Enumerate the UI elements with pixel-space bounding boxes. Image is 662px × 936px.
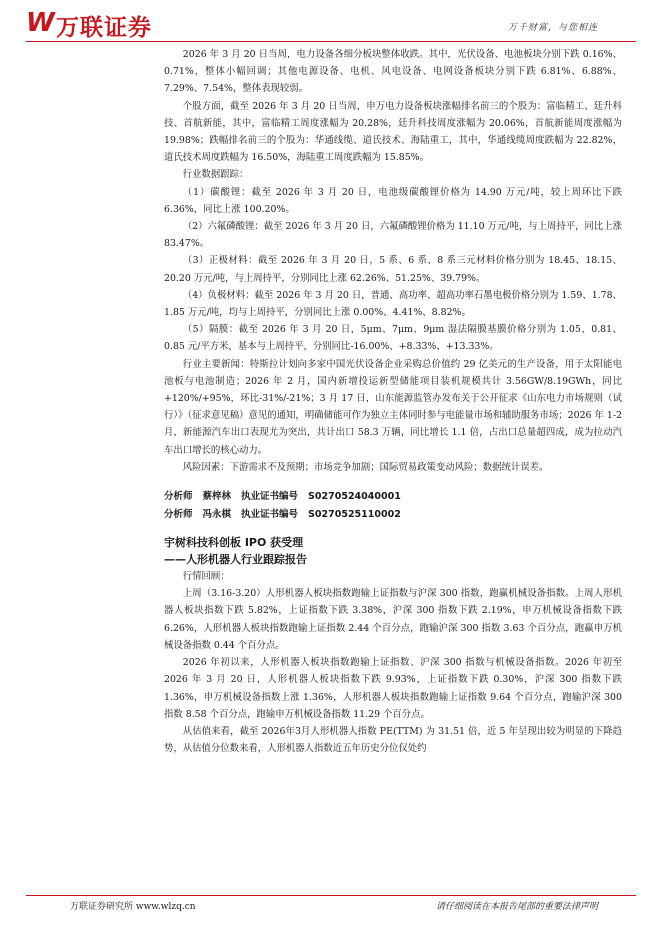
cert-number: S0270524040001 <box>308 491 401 503</box>
slogan: 万千财富，与您相连 <box>507 23 598 33</box>
logo-mark: W <box>26 8 54 38</box>
tracking-item: （2）六氟磷酸锂：截至 2026 年 3 月 20 日，六氟磷酸锂价格为 11.10 万元/吨，与上周持平，同比上涨 83.47%。 <box>164 221 622 250</box>
analyst-block <box>164 488 622 524</box>
cert-label: 执业证书编号 <box>241 509 299 521</box>
logo-text: 万联证券 <box>56 15 152 41</box>
page-header <box>0 0 662 44</box>
section-label: 行情回顾： <box>182 571 230 583</box>
cert-label: 执业证书编号 <box>241 491 299 503</box>
footer-disclaimer: 请仔细阅读在本报告尾部的重要法律声明 <box>435 902 598 912</box>
tracking-item: （4）负极材料：截至 2026 年 3 月 20 日，普通、高功率、超高功率石墨电极价格分别为 1.59、1.78、1.85 万元/吨，均与上周持平，分别同比上涨 0.00%、4.41%、8.82%。 <box>164 289 622 319</box>
tracking-item: （5）隔膜：截至 2026 年 3 月 20 日，5μm、7μm、9μm 湿法隔膜基膜价格分别为 1.05、0.81、0.85 元/平方米，基本与上周持平，分别同比-16.00%、+8.33%、+13.33%。 <box>164 324 622 353</box>
analyst-role: 分析师 <box>164 509 193 521</box>
paragraph: 上周（3.16-3.20）人形机器人板块指数跑输上证指数与沪深 300 指数，跑赢机械设备指数。上周人形机器人板块指数下跌 5.82%，上证指数下跌 3.38%，沪深 300 指数下跌 2.19%，申万机械设备指数下跌 6.26%，人形机器人板块指数跑输上证指数 2.44 个百分点，跑输沪深 300 指数 3.63 个百分点，跑赢申万机械设备指数 0.44 个百分点。 <box>164 588 622 651</box>
footer-divider <box>26 895 636 896</box>
section-title: 宇树科技科创板 IPO 获受理 <box>164 536 304 550</box>
section-subtitle: ——人形机器人行业跟踪报告 <box>164 553 307 567</box>
tracking-item: （3）正极材料：截至 2026 年 3 月 20 日，5 系、6 系、8 系三元材料价格分别为 18.45、18.15、20.20 万元/吨，与上周持平，分别同比上涨 62.26%、51.25%、39.79%。 <box>164 255 622 284</box>
tracking-item: （1）碳酸锂：截至 2026 年 3 月 20 日，电池级碳酸锂价格为 14.90 万元/吨，较上周环比下跌 6.36%，同比上涨 100.20%。 <box>164 186 622 215</box>
header-divider <box>26 41 636 42</box>
analyst-row <box>164 506 622 524</box>
paragraph: 行业主要新闻：特斯拉计划向多家中国光伏设备企业采购总价值约 29 亿美元的生产设备，用于太阳能电池板与电池制造；2026 年 2 月，国内新增投运新型储能项目装机规模共计 3.56GW/8.19GWh，同比+120%/+95%，环比-31%/-21%；3 月 17 日，山东能源监管办发布关于公开征求《山东电力市场规则（试行）》（征求意见稿）意见的通知，明确储能可作为独立主体同时参与电能量市场和辅助服务市场；2026 年 1-2 月，新能源汽车出口表现尤为突出，共计出口 58.3 万辆，同比增长 1.1 倍，占出口总量超四成，成为拉动汽车出口增长的核心动力。 <box>164 358 622 456</box>
paragraph: 风险因素：下游需求不及预期；市场竞争加剧；国际贸易政策变动风险；数据统计误差。 <box>182 461 549 473</box>
paragraph: 行业数据跟踪： <box>182 169 249 181</box>
paragraph: 从估值来看，截至 2026年3月人形机器人指数 PE(TTM) 为 31.51 倍，近 5 年呈现出较为明显的下降趋势，从估值分位数来看，人形机器人指数近五年历史分位仅处约 <box>164 725 622 755</box>
analyst-name: 冯永棋 <box>202 509 232 521</box>
report-body <box>164 46 622 757</box>
analyst-name: 蔡梓林 <box>202 491 232 503</box>
paragraph: 2026 年 3 月 20 日当周，电力设备各细分板块整体收跌。其中，光伏设备、电池板块分别下跌 0.16%、0.71%，整体小幅回调；其他电源设备、电机、风电设备、电网设备板块分别下跌 6.81%、6.88%、7.29%、7.54%，整体表现较弱。 <box>164 49 622 95</box>
paragraph: 2026 年初以来，人形机器人板块指数跑输上证指数、沪深 300 指数与机械设备指数。2026 年初至 2026 年 3 月 20 日，人形机器人板块指数下跌 9.93%，上证指数下跌 0.30%，沪深 300 指数下跌 1.36%，申万机械设备指数上涨 1.36%，人形机器人板块指数跑输上证指数 9.64 个百分点，跑输沪深 300 指数 8.58 个百分点，跑输申万机械设备指数 11.29 个百分点。 <box>164 657 622 720</box>
cert-number: S0270525110002 <box>308 509 401 521</box>
analyst-row <box>164 488 622 506</box>
paragraph: 个股方面，截至 2026 年 3 月 20 日当周，申万电力设备板块涨幅排名前三的个股为：富临精工、廷升科技、首航新能，其中，富临精工周度涨幅为 20.28%，廷升科技周度涨幅为 20.06%，首航新能周度涨幅为 19.98%；跌幅排名前三的个股为：华通线缆、道氏技术、海陆重工，其中，华通线缆周度跌幅为 22.82%，道氏技术周度跌幅为 16.50%，海陆重工周度跌幅为 15.85%。 <box>164 100 622 164</box>
analyst-role: 分析师 <box>164 491 193 503</box>
footer-source: 万联证券研究所 www.wlzq.cn <box>70 902 196 912</box>
